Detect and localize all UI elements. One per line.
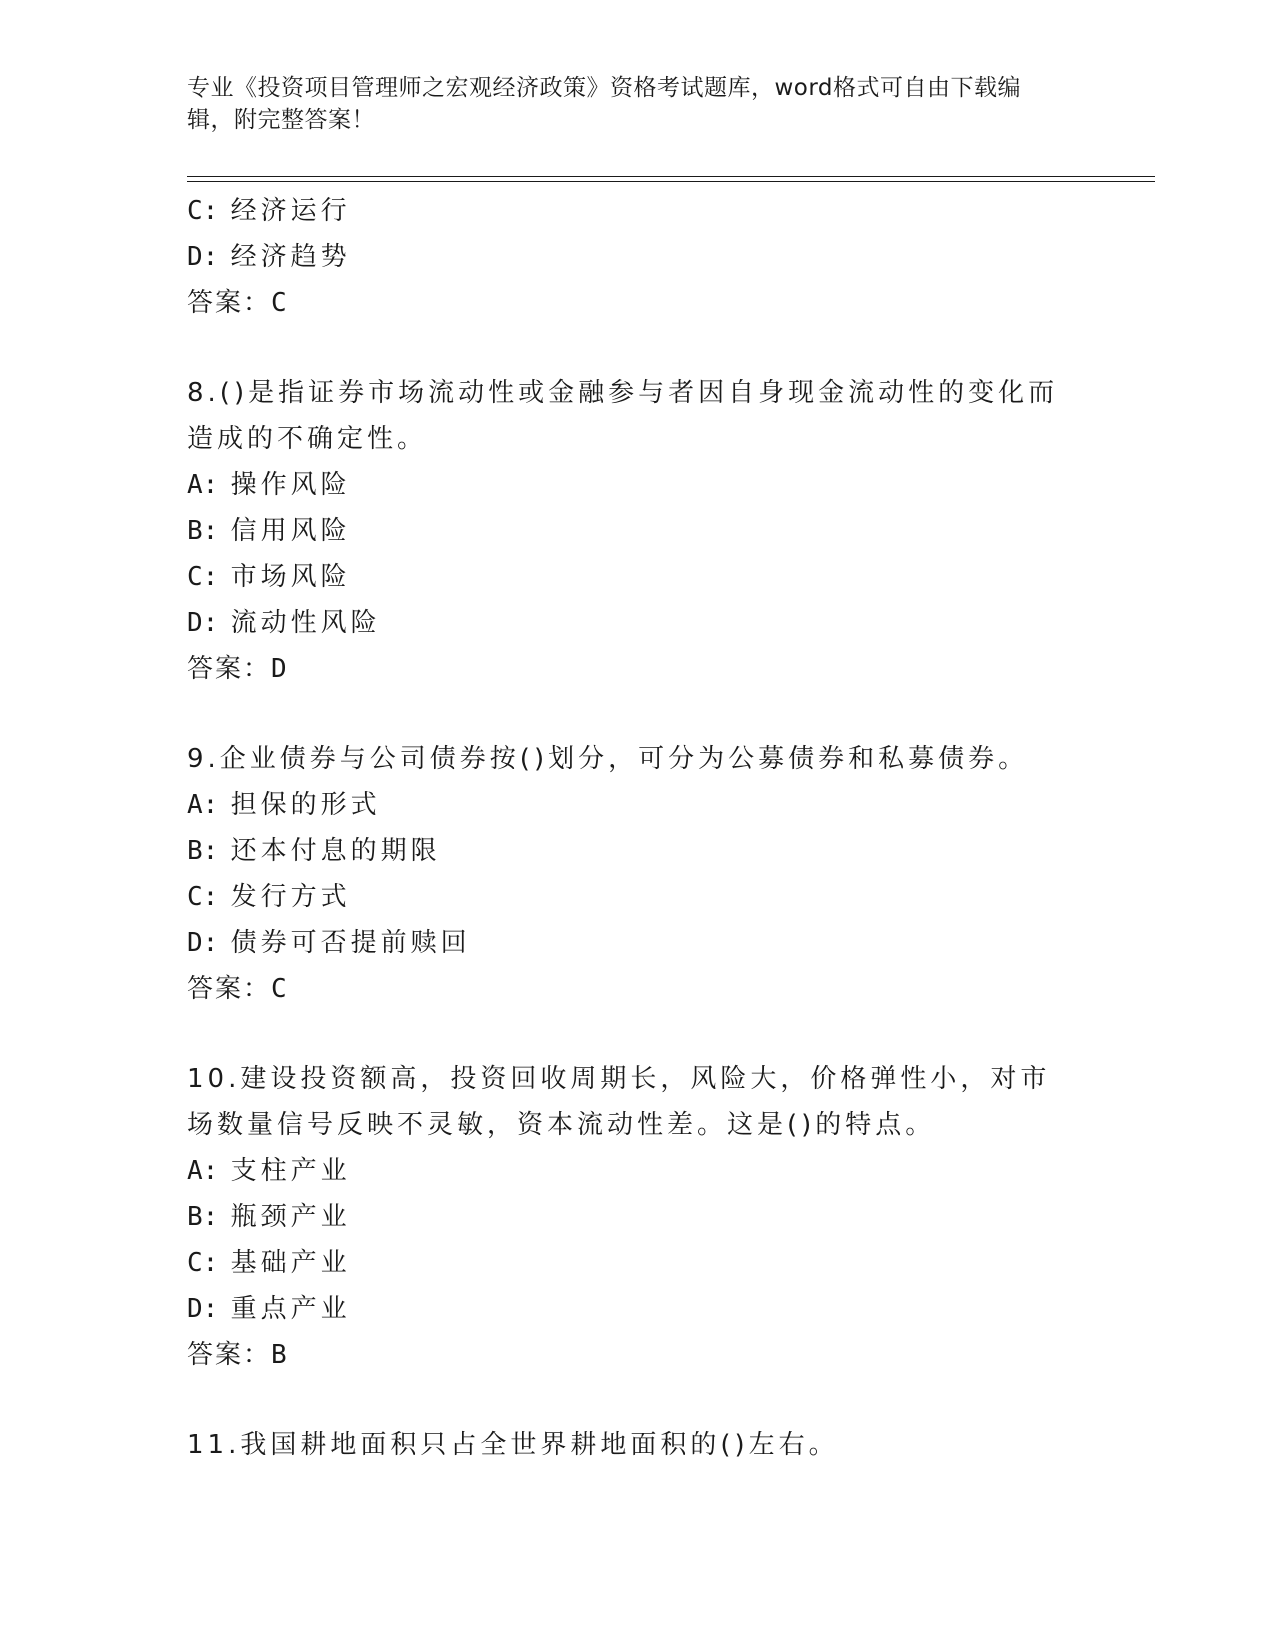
header-rule-top <box>187 176 1155 177</box>
question-10 <box>187 1056 1087 1378</box>
option-label: D: <box>187 242 219 272</box>
option-c <box>187 874 1087 920</box>
option-c <box>187 1240 1087 1286</box>
option-text: 流动性风险 <box>230 608 381 638</box>
option-text: 瓶颈产业 <box>230 1202 351 1232</box>
option-text: 还本付息的期限 <box>230 836 441 866</box>
option-c <box>187 554 1087 600</box>
option-text: 经济趋势 <box>230 242 351 272</box>
option-b <box>187 508 1087 554</box>
question-text: 9.企业债券与公司债券按()划分，可分为公募债券和私募债券。 <box>187 744 1029 774</box>
option-b <box>187 1194 1087 1240</box>
answer-value: C <box>271 974 289 1004</box>
option-a <box>187 1148 1087 1194</box>
option-text: 发行方式 <box>230 882 351 912</box>
option-label: C: <box>187 882 219 912</box>
continued-question <box>187 188 1087 326</box>
question-9 <box>187 736 1087 1012</box>
option-text: 市场风险 <box>230 562 351 592</box>
answer-value: C <box>271 288 289 318</box>
header-rule-bottom <box>187 181 1155 182</box>
option-text: 基础产业 <box>230 1248 351 1278</box>
option-text: 支柱产业 <box>230 1156 351 1186</box>
option-text: 重点产业 <box>230 1294 351 1324</box>
question-list <box>187 188 1087 1468</box>
answer-label: 答案： <box>187 288 272 318</box>
option-label: D: <box>187 1294 219 1324</box>
option-label: A: <box>187 470 219 500</box>
document-header: 专业《投资项目管理师之宏观经济政策》资格考试题库，word格式可自由下载编辑，附完整答案！ <box>187 75 1022 133</box>
option-a <box>187 782 1087 828</box>
option-label: B: <box>187 516 219 546</box>
question-8 <box>187 370 1087 692</box>
option-text: 操作风险 <box>230 470 351 500</box>
option-d <box>187 600 1087 646</box>
option-c <box>187 188 1087 234</box>
option-d <box>187 1286 1087 1332</box>
option-b <box>187 828 1087 874</box>
option-label: C: <box>187 562 219 592</box>
answer-label: 答案： <box>187 654 272 684</box>
option-label: C: <box>187 196 219 226</box>
question-11 <box>187 1422 1087 1468</box>
answer-value: D <box>271 654 289 684</box>
option-label: D: <box>187 608 219 638</box>
option-d <box>187 920 1087 966</box>
answer-line <box>187 966 1087 1012</box>
answer-value: B <box>271 1340 289 1370</box>
option-text: 担保的形式 <box>230 790 381 820</box>
option-label: D: <box>187 928 219 958</box>
option-text: 经济运行 <box>230 196 351 226</box>
question-text: 8.()是指证券市场流动性或金融参与者因自身现金流动性的变化而造成的不确定性。 <box>187 378 1059 454</box>
option-d <box>187 234 1087 280</box>
option-label: B: <box>187 1202 219 1232</box>
option-text: 债券可否提前赎回 <box>230 928 471 958</box>
question-text: 11.我国耕地面积只占全世界耕地面积的()左右。 <box>187 1430 839 1460</box>
answer-label: 答案： <box>187 1340 272 1370</box>
option-a <box>187 462 1087 508</box>
answer-line <box>187 1332 1087 1378</box>
option-text: 信用风险 <box>230 516 351 546</box>
answer-label: 答案： <box>187 974 272 1004</box>
answer-line <box>187 280 1087 326</box>
option-label: B: <box>187 836 219 866</box>
option-label: C: <box>187 1248 219 1278</box>
question-text: 10.建设投资额高，投资回收周期长，风险大，价格弹性小，对市场数量信号反映不灵敏，资本流动性差。这是()的特点。 <box>187 1064 1051 1140</box>
answer-line <box>187 646 1087 692</box>
option-label: A: <box>187 790 219 820</box>
option-label: A: <box>187 1156 219 1186</box>
